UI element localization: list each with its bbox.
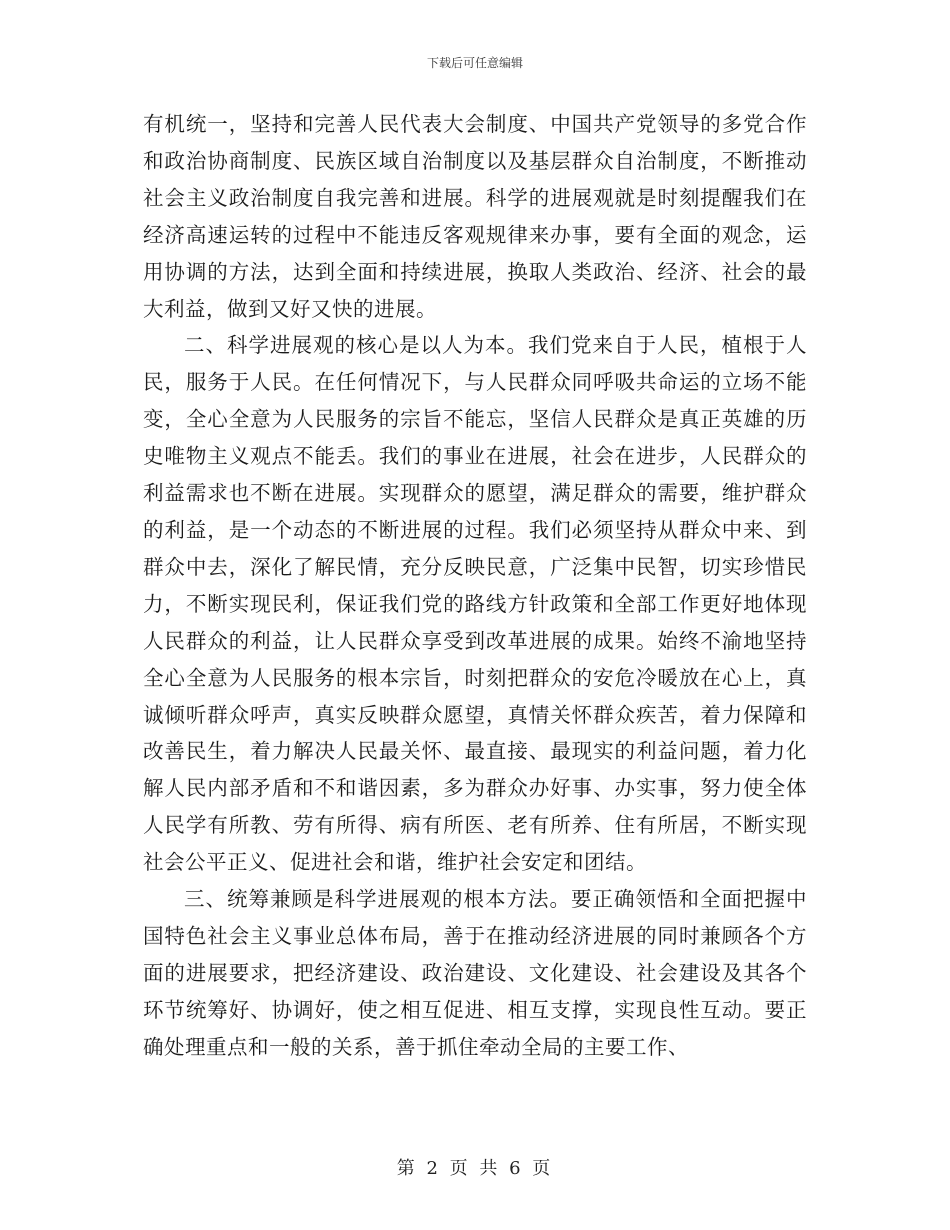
document-body (143, 106, 807, 1066)
page-header: 下载后可任意编辑 (426, 56, 523, 70)
paragraph-section-two: 二、科学进展观的核心是以人为本。我们党来自于人民，植根于人民，服务于人民。在任何情况下，与人民群众同呼吸共命运的立场不能变，全心全意为人民服务的宗旨不能忘，坚信人民群众是真正英雄的历史唯物主义观点不能丢。我们的事业在进展，社会在进步，人民群众的利益需求也不断在进展。实现群众的愿望，满足群众的需要，维护群众的利益，是一个动态的不断进展的过程。我们必须坚持从群众中来、到群众中去，深化了解民情，充分反映民意，广泛集中民智，切实珍惜民力，不断实现民利，保证我们党的路线方针政策和全部工作更好地体现人民群众的利益，让人民群众享受到改革进展的成果。始终不渝地坚持全心全意为人民服务的根本宗旨，时刻把群众的安危冷暖放在心上，真诚倾听群众呼声，真实反映群众愿望，真情关怀群众疾苦，着力保障和改善民生，着力解决人民最关怀、最直接、最现实的利益问题，着力化解人民内部矛盾和不和谐因素，多为群众办好事、办实事，努力使全体人民学有所教、劳有所得、病有所医、老有所养、住有所居，不断实现社会公平正义、促进社会和谐，维护社会安定和团结。 (143, 333, 807, 875)
page-footer: 第 2 页 共 6 页 (396, 1158, 554, 1179)
paragraph-continuation: 有机统一，坚持和完善人民代表大会制度、中国共产党领导的多党合作和政治协商制度、民族区域自治制度以及基层群众自治制度，不断推动社会主义政治制度自我完善和进展。科学的进展观就是时刻提醒我们在经济高速运转的过程中不能违反客观规律来办事，要有全面的观念，运用协调的方法，达到全面和持续进展，换取人类政治、经济、社会的最大利益，做到又好又快的进展。 (143, 112, 807, 321)
paragraph-section-three: 三、统筹兼顾是科学进展观的根本方法。要正确领悟和全面把握中国特色社会主义事业总体布局，善于在推动经济进展的同时兼顾各个方面的进展要求，把经济建设、政治建设、文化建设、社会建设及其各个环节统筹好、协调好，使之相互促进、相互支撑，实现良性互动。要正确处理重点和一般的关系，善于抓住牵动全局的主要工作、 (143, 887, 807, 1059)
